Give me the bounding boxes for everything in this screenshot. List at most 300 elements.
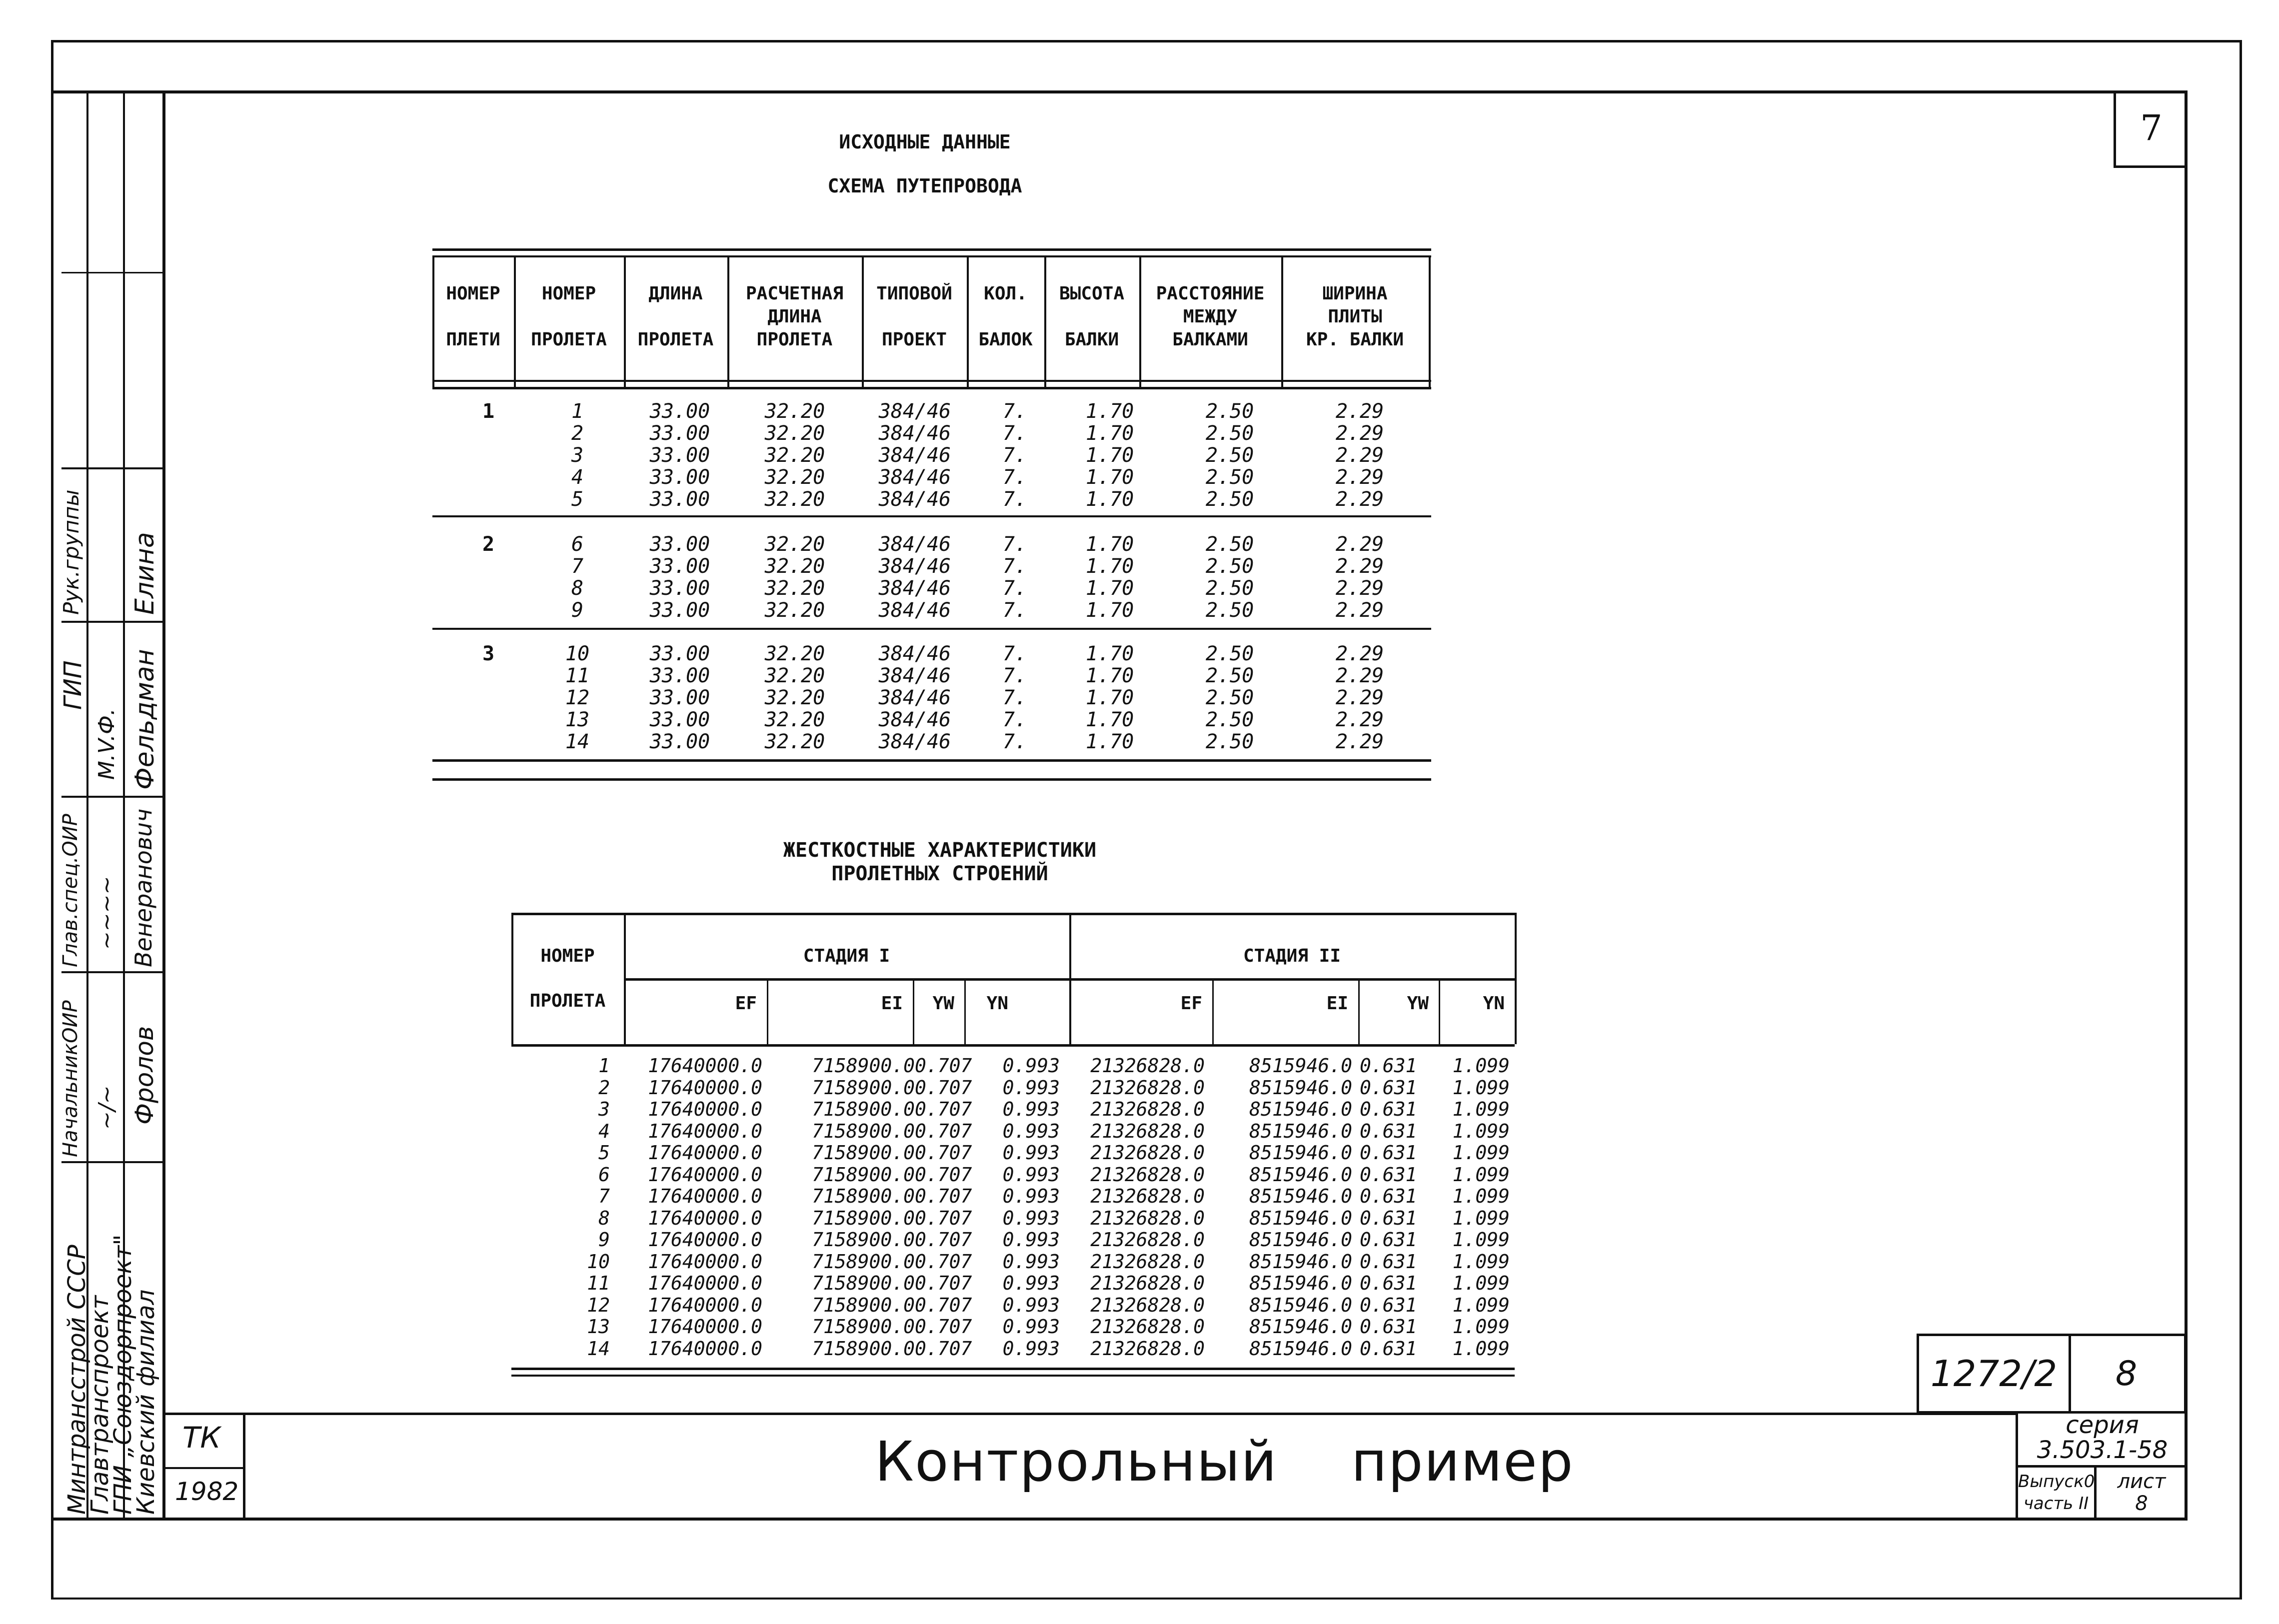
inner-frame-right <box>2185 90 2188 1520</box>
column-header <box>1139 282 1281 351</box>
table-cell: 33.00 <box>649 708 710 731</box>
table-cell: 1.70 <box>1085 686 1134 709</box>
table-cell: 0.993 <box>1002 1163 1060 1186</box>
table-cell: 2.29 <box>1335 642 1384 665</box>
table-cell: 1.70 <box>1085 400 1134 423</box>
inner-frame-top <box>51 90 2187 93</box>
column-header-line: ПРОЕКТ <box>881 329 947 350</box>
sub-header: YN <box>1483 993 1505 1014</box>
table-cell: 0.631 <box>1360 1316 1417 1338</box>
table-cell: 21326828.0 <box>1090 1316 1205 1338</box>
table-cell: 0.993 <box>1002 1185 1060 1207</box>
stiffness-subtitle: ПРОЛЕТНЫХ СТРОЕНИЙ <box>831 862 1048 885</box>
table-cell: 2.29 <box>1335 599 1384 622</box>
table-cell: 0.631 <box>1360 1055 1417 1077</box>
table-cell: 2.50 <box>1205 533 1254 556</box>
table-cell: 0.993 <box>1002 1055 1060 1077</box>
table-cell: 6 <box>598 1163 610 1186</box>
table-cell: 21326828.0 <box>1090 1207 1205 1229</box>
sheet-box <box>2097 1468 2187 1522</box>
group-number: 2 <box>482 533 495 556</box>
table-cell: 32.20 <box>764 686 825 709</box>
table-cell: 17640000.0 <box>648 1294 762 1316</box>
table-rule <box>511 913 1515 915</box>
table-cell: 2.50 <box>1205 577 1254 600</box>
table-cell: 2.50 <box>1205 488 1254 511</box>
outer-frame-bottom <box>51 1598 2242 1600</box>
table-cell: 17640000.0 <box>648 1250 762 1273</box>
organization-line: Минтрансстрой СССР <box>63 1245 91 1515</box>
table-cell: 7. <box>1002 466 1027 489</box>
table-cell: 0.631 <box>1360 1272 1417 1294</box>
table-cell: 21326828.0 <box>1090 1120 1205 1142</box>
table-cell: 2.29 <box>1335 533 1384 556</box>
table-cell: 384/46 <box>878 577 951 600</box>
outer-frame-left <box>51 40 53 1600</box>
table-cell: 0.631 <box>1360 1098 1417 1120</box>
outer-frame-top <box>51 40 2242 42</box>
organization-line: Главтранспроект <box>86 1295 114 1515</box>
table-rule <box>511 1375 1515 1377</box>
table-cell: 8515946.0 <box>1249 1229 1352 1251</box>
table-cell: 7 <box>598 1185 610 1207</box>
table-cell: 32.20 <box>764 466 825 489</box>
stamp-role: Рук.группы <box>59 489 83 615</box>
table-cell: 10 <box>565 642 590 665</box>
table-cell: 8515946.0 <box>1249 1055 1352 1077</box>
table-cell: 21326828.0 <box>1090 1055 1205 1077</box>
column-header-line: РАСЧЕТНАЯ <box>745 283 844 304</box>
table-cell: 1.099 <box>1452 1163 1510 1186</box>
table-cell: 8515946.0 <box>1249 1098 1352 1120</box>
organization-line: ГПИ „Союздорпроект" <box>109 1234 137 1515</box>
table-cell: 0.707 <box>915 1076 972 1099</box>
span-header: ПРОЛЕТА <box>529 991 606 1011</box>
sheet-number-box <box>2114 90 2187 168</box>
issue-label: Выпуск0 <box>2018 1472 2095 1492</box>
table-rule <box>432 248 1431 251</box>
stage-1-header: СТАДИЯ I <box>803 946 890 966</box>
table-cell: 1.099 <box>1452 1120 1510 1142</box>
table-cell: 32.20 <box>764 444 825 467</box>
table-cell: 384/46 <box>878 422 951 445</box>
table-cell: 21326828.0 <box>1090 1076 1205 1099</box>
table-cell: 17640000.0 <box>648 1142 762 1164</box>
table-cell: 2.50 <box>1205 555 1254 578</box>
table-cell: 384/46 <box>878 664 951 687</box>
stage-2-header: СТАДИЯ II <box>1243 946 1341 966</box>
table-cell: 2.50 <box>1205 599 1254 622</box>
table-cell: 2.29 <box>1335 577 1384 600</box>
table-cell: 3 <box>571 444 584 467</box>
table-cell: 32.20 <box>764 422 825 445</box>
table-cell: 1.70 <box>1085 488 1134 511</box>
column-header <box>1281 282 1429 351</box>
year-label: 1982 <box>175 1477 239 1506</box>
table-cell: 8515946.0 <box>1249 1076 1352 1099</box>
table-cell: 0.993 <box>1002 1294 1060 1316</box>
table-cell: 2.29 <box>1335 444 1384 467</box>
part-label: часть II <box>2023 1494 2089 1514</box>
table-cell: 0.707 <box>915 1272 972 1294</box>
table-cell: 0.707 <box>915 1337 972 1360</box>
title-block-divider <box>163 1467 244 1469</box>
table-cell: 2.50 <box>1205 642 1254 665</box>
table-cell: 2.50 <box>1205 708 1254 731</box>
table-cell: 0.707 <box>915 1185 972 1207</box>
table-cell: 4 <box>598 1120 610 1142</box>
table-cell: 0.631 <box>1360 1163 1417 1186</box>
span-header: НОМЕР <box>540 946 595 966</box>
table-cell: 2.50 <box>1205 686 1254 709</box>
table-cell: 1.70 <box>1085 642 1134 665</box>
column-header-line: ДЛИНА <box>648 283 703 304</box>
table-cell: 8515946.0 <box>1249 1272 1352 1294</box>
table-cell: 17640000.0 <box>648 1055 762 1077</box>
table-cell: 33.00 <box>649 664 710 687</box>
column-header-line: БАЛОК <box>978 329 1033 350</box>
column-header-line: МЕЖДУ <box>1183 306 1238 327</box>
column-header <box>514 282 624 351</box>
table-cell: 9 <box>598 1229 610 1251</box>
table-cell: 32.20 <box>764 599 825 622</box>
table-cell: 7158900.0 <box>812 1337 915 1360</box>
table-cell: 7. <box>1002 708 1027 731</box>
table-cell: 7. <box>1002 400 1027 423</box>
table-cell: 8 <box>598 1207 610 1229</box>
inner-frame-left <box>162 90 165 1520</box>
table-cell: 33.00 <box>649 400 710 423</box>
table-cell: 7158900.0 <box>812 1098 915 1120</box>
table-cell: 33.00 <box>649 533 710 556</box>
table-cell: 32.20 <box>764 708 825 731</box>
table-cell: 5 <box>571 488 584 511</box>
table-cell: 1.099 <box>1452 1229 1510 1251</box>
table-cell: 0.707 <box>915 1055 972 1077</box>
table-cell: 2.29 <box>1335 422 1384 445</box>
table-cell: 8515946.0 <box>1249 1250 1352 1273</box>
table-col-line <box>511 913 513 1044</box>
table-cell: 2.29 <box>1335 555 1384 578</box>
sub-header: EF <box>735 993 757 1014</box>
stamp-role: НачальникОИР <box>59 1000 82 1157</box>
table-cell: 0.631 <box>1360 1120 1417 1142</box>
table-cell: 384/46 <box>878 533 951 556</box>
table-cell: 6 <box>571 533 584 556</box>
table-cell: 11 <box>587 1272 610 1294</box>
table-cell: 1.70 <box>1085 422 1134 445</box>
column-header-line: НОМЕР <box>446 283 500 304</box>
table-cell: 7158900.0 <box>812 1055 915 1077</box>
table-rule <box>432 387 1431 389</box>
table-cell: 17640000.0 <box>648 1076 762 1099</box>
title-block-top <box>163 1413 2016 1415</box>
table-cell: 0.993 <box>1002 1076 1060 1099</box>
table-cell: 32.20 <box>764 642 825 665</box>
table-cell: 7. <box>1002 422 1027 445</box>
table-rule <box>511 1044 1515 1047</box>
table-cell: 7158900.0 <box>812 1250 915 1273</box>
table-cell: 10 <box>587 1250 610 1273</box>
stamp-row-line <box>61 272 163 273</box>
table-cell: 1.099 <box>1452 1207 1510 1229</box>
table-cell: 1.099 <box>1452 1098 1510 1120</box>
table-cell: 7158900.0 <box>812 1120 915 1142</box>
table-cell: 1.70 <box>1085 444 1134 467</box>
table-cell: 1.70 <box>1085 533 1134 556</box>
table-cell: 12 <box>587 1294 610 1316</box>
column-header-line: БАЛКИ <box>1064 329 1119 350</box>
table-cell: 7. <box>1002 599 1027 622</box>
table-cell: 1.099 <box>1452 1337 1510 1360</box>
table-cell: 32.20 <box>764 533 825 556</box>
table-cell: 0.993 <box>1002 1120 1060 1142</box>
table-cell: 7158900.0 <box>812 1316 915 1338</box>
table-cell: 0.993 <box>1002 1337 1060 1360</box>
stamp-row-line <box>61 621 163 623</box>
stamp-role: ГИП <box>59 660 87 710</box>
column-header-line: КОЛ. <box>984 283 1027 304</box>
column-header <box>1044 282 1139 351</box>
table-cell: 0.631 <box>1360 1250 1417 1273</box>
table-rule <box>432 759 1431 762</box>
table-cell: 33.00 <box>649 730 710 753</box>
page-title: ИСХОДНЫЕ ДАННЫЕ <box>839 131 1011 153</box>
stamp-role: Глав.спец.ОИР <box>59 814 82 967</box>
table-cell: 384/46 <box>878 555 951 578</box>
table-cell: 1.099 <box>1452 1142 1510 1164</box>
table-cell: 7158900.0 <box>812 1163 915 1186</box>
table-cell: 17640000.0 <box>648 1337 762 1360</box>
table-cell: 7. <box>1002 555 1027 578</box>
table-cell: 8515946.0 <box>1249 1207 1352 1229</box>
table-rule <box>432 515 1431 517</box>
drawing-title: Контрольный пример <box>875 1430 1574 1494</box>
series-label: серия <box>2066 1411 2139 1439</box>
table-cell: 0.993 <box>1002 1250 1060 1273</box>
table-cell: 17640000.0 <box>648 1207 762 1229</box>
table-cell: 7. <box>1002 686 1027 709</box>
table-cell: 17640000.0 <box>648 1120 762 1142</box>
table-cell: 2.29 <box>1335 686 1384 709</box>
table-cell: 1.099 <box>1452 1250 1510 1273</box>
table-cell: 1.099 <box>1452 1055 1510 1077</box>
table-cell: 384/46 <box>878 599 951 622</box>
table-cell: 33.00 <box>649 444 710 467</box>
table-cell: 7 <box>571 555 584 578</box>
table-cell: 33.00 <box>649 422 710 445</box>
table-cell: 9 <box>571 599 584 622</box>
table-cell: 7. <box>1002 444 1027 467</box>
table-cell: 384/46 <box>878 466 951 489</box>
table-cell: 384/46 <box>878 444 951 467</box>
inner-frame-bottom <box>51 1518 2188 1521</box>
table-cell: 1.099 <box>1452 1294 1510 1316</box>
column-header <box>862 282 967 351</box>
table-cell: 0.707 <box>915 1229 972 1251</box>
table-col-line <box>1429 255 1431 387</box>
table-cell: 0.631 <box>1360 1337 1417 1360</box>
table-cell: 21326828.0 <box>1090 1294 1205 1316</box>
table-cell: 0.707 <box>915 1098 972 1120</box>
table-cell: 384/46 <box>878 400 951 423</box>
table-cell: 0.993 <box>1002 1272 1060 1294</box>
table-cell: 17640000.0 <box>648 1098 762 1120</box>
table-cell: 0.631 <box>1360 1076 1417 1099</box>
column-header-line: КР. БАЛКИ <box>1306 329 1404 350</box>
table-cell: 2.50 <box>1205 664 1254 687</box>
table-cell: 8515946.0 <box>1249 1163 1352 1186</box>
sub-header: EI <box>1326 993 1348 1014</box>
table-cell: 8515946.0 <box>1249 1316 1352 1338</box>
table-cell: 17640000.0 <box>648 1163 762 1186</box>
table-cell: 0.707 <box>915 1163 972 1186</box>
doc-sheet-box <box>2069 1334 2187 1414</box>
group-number: 1 <box>482 400 495 423</box>
table-cell: 17640000.0 <box>648 1272 762 1294</box>
table-cell: 32.20 <box>764 555 825 578</box>
table-cell: 32.20 <box>764 664 825 687</box>
table-cell: 0.993 <box>1002 1229 1060 1251</box>
table-cell: 1.70 <box>1085 599 1134 622</box>
table-cell: 7158900.0 <box>812 1142 915 1164</box>
column-header-line: ПРОЛЕТА <box>756 329 833 350</box>
table-cell: 7. <box>1002 488 1027 511</box>
table-cell: 7158900.0 <box>812 1272 915 1294</box>
table-rule <box>432 628 1431 630</box>
table-cell: 11 <box>565 664 590 687</box>
table-cell: 0.707 <box>915 1316 972 1338</box>
table-cell: 2.29 <box>1335 488 1384 511</box>
sub-header: EF <box>1180 993 1202 1014</box>
table-cell: 2.29 <box>1335 466 1384 489</box>
table-cell: 0.631 <box>1360 1142 1417 1164</box>
table-cell: 2.50 <box>1205 466 1254 489</box>
table-cell: 7. <box>1002 642 1027 665</box>
table-cell: 33.00 <box>649 555 710 578</box>
sub-header: YN <box>986 993 1008 1014</box>
table-cell: 7158900.0 <box>812 1076 915 1099</box>
table-cell: 384/46 <box>878 642 951 665</box>
doc-number: 1272/2 <box>1930 1353 2058 1395</box>
page-subtitle: СХЕМА ПУТЕПРОВОДА <box>827 175 1022 197</box>
table-cell: 2.29 <box>1335 730 1384 753</box>
column-header-line: БАЛКАМИ <box>1172 329 1248 350</box>
column-header-line: ТИПОВОЙ <box>876 283 952 304</box>
table-cell: 7158900.0 <box>812 1207 915 1229</box>
table-cell: 13 <box>565 708 590 731</box>
table-cell: 0.993 <box>1002 1098 1060 1120</box>
sub-header: YW <box>1407 993 1429 1014</box>
table-cell: 0.707 <box>915 1207 972 1229</box>
table-cell: 21326828.0 <box>1090 1098 1205 1120</box>
table-cell: 33.00 <box>649 488 710 511</box>
column-header <box>967 282 1044 351</box>
signature: M.V.Ф. <box>94 708 119 780</box>
column-header-line: ПРОЛЕТА <box>531 329 607 350</box>
organization-line: Киевский филиал <box>132 1289 160 1515</box>
column-header-line: ПРОЛЕТА <box>637 329 714 350</box>
table-cell: 21326828.0 <box>1090 1272 1205 1294</box>
table-cell: 21326828.0 <box>1090 1250 1205 1273</box>
table-cell: 2.50 <box>1205 422 1254 445</box>
table-cell: 21326828.0 <box>1090 1142 1205 1164</box>
table-cell: 7. <box>1002 533 1027 556</box>
table-cell: 1.099 <box>1452 1076 1510 1099</box>
table-rule <box>432 778 1431 781</box>
table-col-line <box>1515 978 1516 1044</box>
stamp-row-line <box>61 796 163 798</box>
signature: ~/~ <box>94 1085 119 1130</box>
group-number: 3 <box>482 642 495 665</box>
sub-header: EI <box>881 993 903 1014</box>
table-cell: 0.631 <box>1360 1207 1417 1229</box>
table-cell: 2.29 <box>1335 664 1384 687</box>
column-header <box>432 282 514 351</box>
table-cell: 4 <box>571 466 584 489</box>
column-header-line: НОМЕР <box>541 283 596 304</box>
table-cell: 1.099 <box>1452 1272 1510 1294</box>
stamp-row-line <box>61 467 163 469</box>
sheet-number: 7 <box>2140 107 2163 148</box>
table-cell: 21326828.0 <box>1090 1163 1205 1186</box>
column-header-line: ПЛИТЫ <box>1328 306 1382 327</box>
table-cell: 7. <box>1002 577 1027 600</box>
column-header <box>727 282 862 351</box>
table-cell: 14 <box>565 730 590 753</box>
column-header-line: РАССТОЯНИЕ <box>1156 283 1265 304</box>
title-block-divider <box>243 1413 245 1519</box>
table-cell: 1 <box>571 400 584 423</box>
table-cell: 384/46 <box>878 708 951 731</box>
signature: ~~~~ <box>94 876 119 950</box>
table-cell: 1.70 <box>1085 664 1134 687</box>
column-header-line: ПЛЕТИ <box>446 329 500 350</box>
table-cell: 7. <box>1002 730 1027 753</box>
table-cell: 2.29 <box>1335 708 1384 731</box>
table-cell: 32.20 <box>764 400 825 423</box>
table-cell: 2 <box>571 422 584 445</box>
stamp-name: Фельдман <box>130 649 160 790</box>
column-header <box>624 282 727 351</box>
table-cell: 1.70 <box>1085 577 1134 600</box>
table-cell: 21326828.0 <box>1090 1185 1205 1207</box>
column-header-line: ВЫСОТА <box>1059 283 1125 304</box>
table-cell: 8 <box>571 577 584 600</box>
table-cell: 384/46 <box>878 730 951 753</box>
column-header-line: ШИРИНА <box>1322 283 1388 304</box>
stamp-name: Фролов <box>130 1026 159 1125</box>
table-cell: 7158900.0 <box>812 1185 915 1207</box>
table-cell: 21326828.0 <box>1090 1337 1205 1360</box>
stiffness-title: ЖЕСТКОСТНЫЕ ХАРАКТЕРИСТИКИ <box>783 839 1097 862</box>
table-cell: 0.707 <box>915 1294 972 1316</box>
table-cell: 14 <box>587 1337 610 1360</box>
table-cell: 1.70 <box>1085 466 1134 489</box>
table-cell: 8515946.0 <box>1249 1337 1352 1360</box>
table-cell: 2.50 <box>1205 400 1254 423</box>
table-cell: 1.70 <box>1085 730 1134 753</box>
table-cell: 0.707 <box>915 1142 972 1164</box>
table-cell: 8515946.0 <box>1249 1120 1352 1142</box>
issue-box <box>2016 1468 2097 1519</box>
table-cell: 7158900.0 <box>812 1229 915 1251</box>
table-cell: 32.20 <box>764 577 825 600</box>
table-cell: 32.20 <box>764 488 825 511</box>
table-cell: 5 <box>598 1142 610 1164</box>
series-box <box>2016 1413 2187 1468</box>
table-cell: 0.993 <box>1002 1142 1060 1164</box>
